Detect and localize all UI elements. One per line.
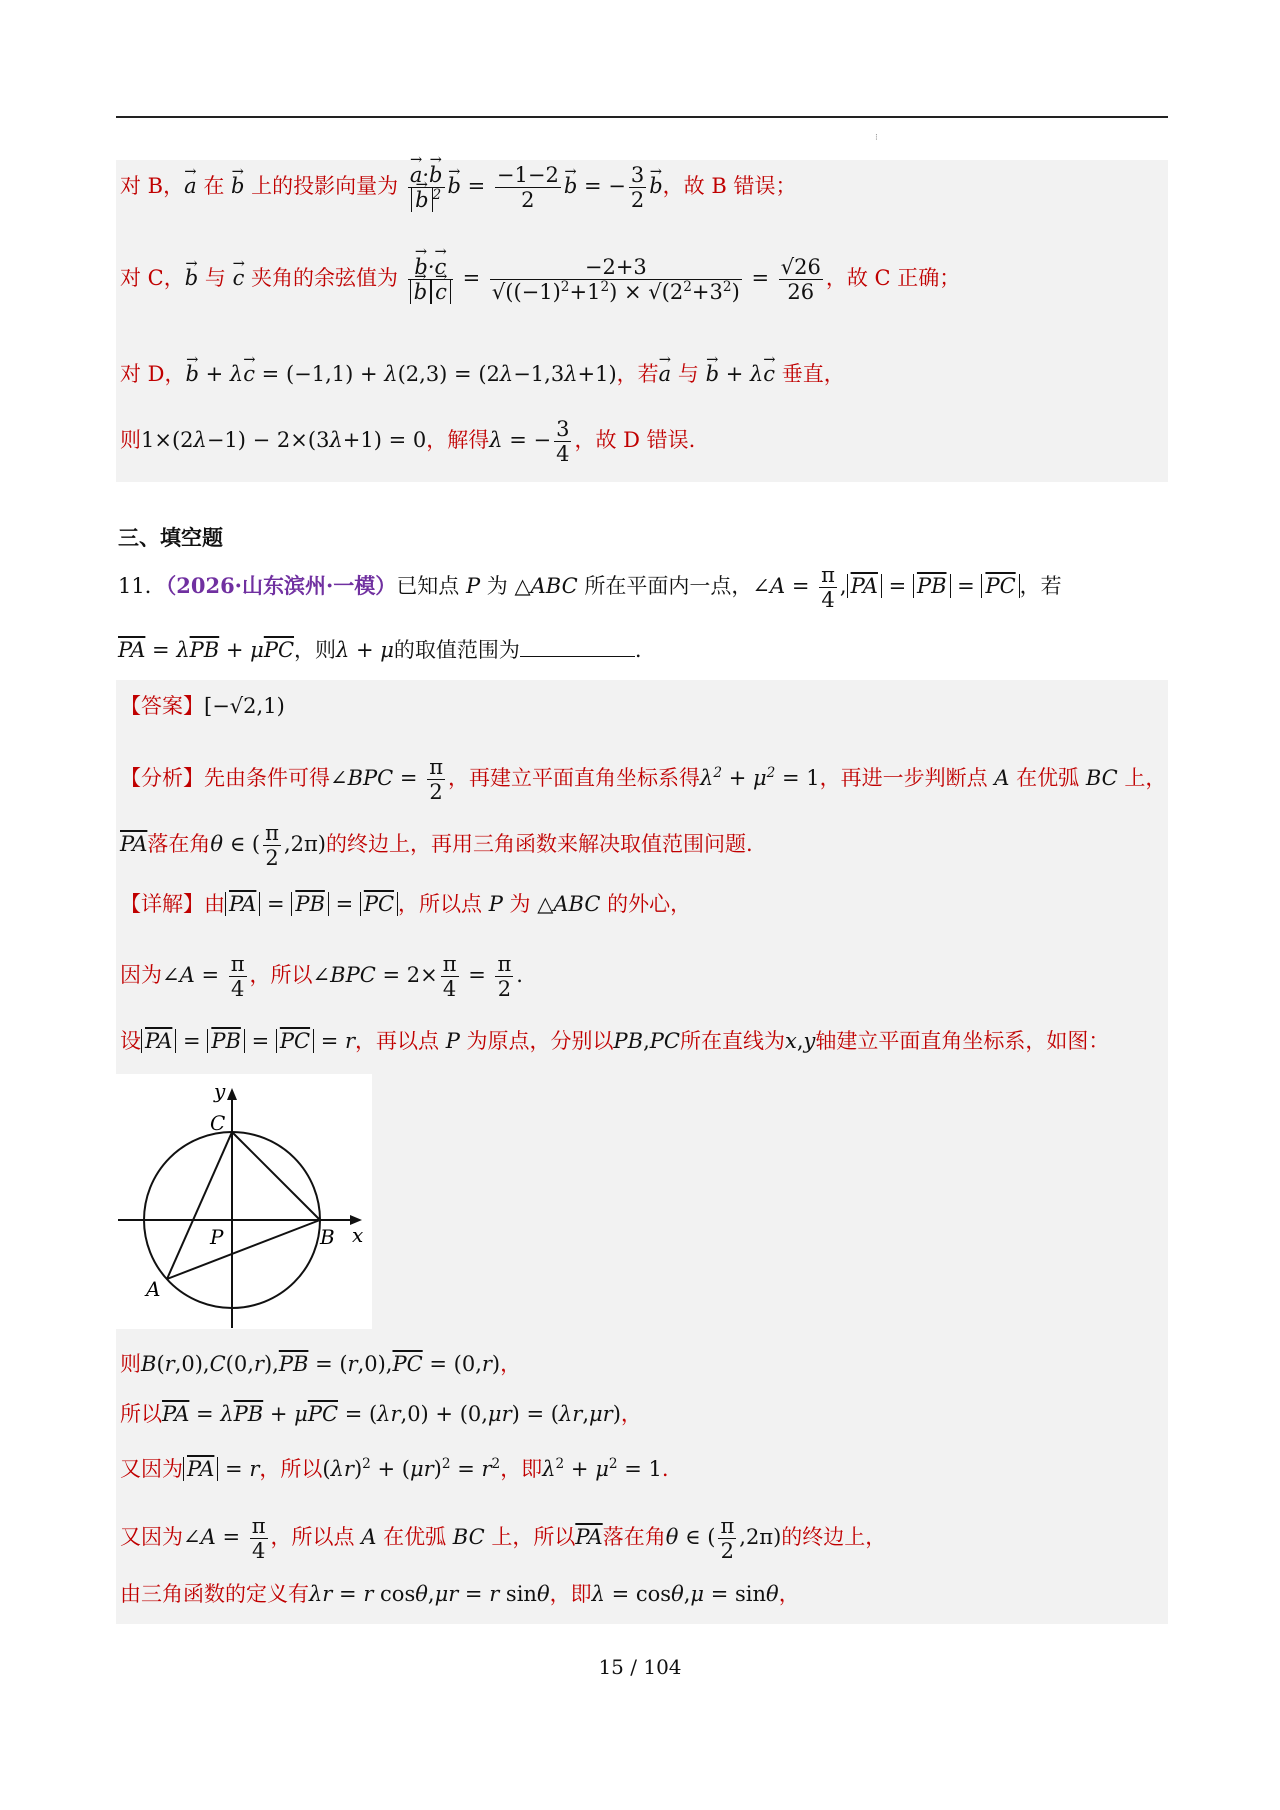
analysis-text-1: 先由条件可得 — [204, 766, 330, 791]
question-line2-tail: 的取值范围为 — [393, 638, 520, 662]
solution-line-c: 对 C，→ b 与 → c 夹角的余弦值为 → b·→ c → b → c = $\frac{-2+3}{√((-1)^2+1^2) \times √(2^2+3^2)}$ = $\frac{√26}{26}$ ，故 C 正确； — [120, 255, 960, 304]
analysis-label: 【分析】 — [120, 766, 204, 791]
trig-text-2: ，即 — [549, 1582, 592, 1606]
text-c-mid2: 夹角的余弦值为 — [244, 266, 399, 291]
answer-line: 【答案】[−√2,1) — [120, 694, 285, 718]
solution-line-d: 对 D，→ b + λ→ c = (−1,1) + λ(2,3) = (2λ−1,3λ+1)，若→ a 与 → b + λ→ c 垂直， — [120, 358, 845, 388]
arc-text-6: 的终边上， — [781, 1525, 887, 1550]
text-d-suffix: 垂直， — [775, 362, 845, 386]
label-a: A — [146, 1277, 161, 1301]
text-c-mid1: 与 — [198, 266, 233, 291]
label-c: C — [210, 1111, 226, 1135]
projection-fraction: → a·→ b → b $^2$ — [408, 163, 445, 212]
again-text-2: ，所以 — [259, 1457, 323, 1481]
detail-label: 【详解】 — [120, 892, 204, 916]
text-d-prefix: 对 D， — [120, 362, 186, 386]
text-b-mid1: 在 — [196, 174, 231, 199]
circle-diagram — [116, 1074, 372, 1329]
page-number: 15 / 104 — [598, 1655, 682, 1679]
text-e-mid: ，解得 — [426, 428, 490, 453]
detail-text-1: 由 — [204, 892, 225, 916]
set-text-4: 所在直线为 — [679, 1029, 785, 1053]
question-line2-end: . — [634, 638, 642, 662]
arc-line: 又因为∠A = $\frac{\pi}{4}$ ，所以点 A 在优弧 BC 上，所以$\overline{PA}$落在角θ ∈ ( $\frac{\pi}{2}$ ,2π)的终边上， — [120, 1514, 887, 1564]
text-b-suffix: ，故 B 错误； — [662, 174, 797, 199]
arc-text-4: 上，所以 — [491, 1525, 576, 1550]
because-text-2: ，所以 — [249, 963, 313, 988]
text-c-prefix: 对 C， — [120, 266, 185, 291]
analysis-text-4: 在优弧 — [1016, 766, 1080, 791]
solution-line-e: 则1×(2λ−1) − 2×(3λ+1) = 0，解得λ = − $\frac{3}{4}$ ，故 D 错误. — [120, 417, 696, 467]
so-text-2: ， — [620, 1402, 642, 1426]
trig-text-3: ， — [778, 1582, 800, 1606]
question-line-1: 11．（2026·山东滨州·一模）已知点 P 为 △ABC 所在平面内一点，∠A = $\frac{\pi}{4}$ , $\overline{PA} = \overline{PB} = \overline{PC}$ ，若 — [118, 563, 1062, 613]
arc-text-2: ，所以点 — [270, 1525, 355, 1550]
again-text-1: 又因为 — [120, 1457, 183, 1481]
then-text-2: ， — [500, 1352, 522, 1376]
solution-line-b: 对 B，→ a 在 → b 上的投影向量为 → a·→ b → b $^2$ → b = $\frac{-1-2}{2}$ → b = − $\frac{3}{2}$ → b，故 B 错误； — [120, 163, 796, 212]
detail-text-3: 为 — [509, 892, 531, 916]
arc-text-1: 又因为 — [120, 1525, 183, 1550]
question-line-2: $\overline{PA} = \lambda\overline{PB} + \mu\overline{PC}$，则λ + μ的取值范围为 . — [118, 638, 642, 662]
question-text4: ，若 — [1019, 574, 1062, 599]
trig-text-1: 由三角函数的定义有 — [120, 1582, 309, 1606]
so-line: 所以$\overline{PA} = \lambda\overline{PB} + \mu\overline{PC} = (\lambda r,0) + (0,\mu r) = (\lambda r,\mu r)$， — [120, 1402, 642, 1426]
question-text1: 已知点 — [396, 574, 460, 599]
again-text-3: ，即 — [500, 1457, 543, 1481]
header-rule — [116, 116, 1168, 118]
text-d-mid2: 与 — [671, 362, 706, 386]
detail-text-2: ，所以点 — [398, 892, 483, 916]
text-c-suffix: ，故 C 正确； — [825, 266, 961, 291]
because-line: 因为∠A = $\frac{\pi}{4}$ ，所以∠BPC = 2× $\frac{\pi}{4}$ = $\frac{\pi}{2}$ . — [120, 952, 523, 1002]
question-source: （2026·山东滨州·一模） — [165, 573, 397, 599]
setup-line: 设 $\overline{PA} = \overline{PB} = \overline{PC} = r$，再以点 P 为原点，分别以PB,PC所在直线为x,y轴建立平面直角坐标系，如图： — [120, 1029, 1110, 1053]
so-text-1: 所以 — [120, 1402, 162, 1426]
set-text-5: 轴建立平面直角坐标系，如图： — [815, 1029, 1110, 1053]
analysis-text-2: ，再建立平面直角坐标系得 — [448, 766, 701, 791]
trig-line: 由三角函数的定义有λr = r cosθ,μr = r sinθ，即λ = cosθ,μ = sinθ， — [120, 1582, 800, 1606]
y-axis-arrow — [227, 1088, 237, 1100]
answer-blank — [520, 636, 635, 657]
again-text-4: . — [661, 1457, 669, 1481]
analysis-text-3: ，再进一步判断点 — [819, 766, 988, 791]
detail-text-4: 的外心， — [607, 892, 692, 916]
again-line: 又因为 $\overline{PA} = r$，所以$(\lambda r)^2 + (\mu r)^2 = r^2$，即$\lambda^2 + \mu^2 = 1$. — [120, 1456, 669, 1481]
analysis-text-5: 上， — [1124, 766, 1167, 791]
label-x: x — [352, 1223, 364, 1247]
detail-line-1: 【详解】由 $\overline{PA} = \overline{PB} = \overline{PC}$ ，所以点 P 为 △ABC 的外心， — [120, 892, 692, 916]
label-b: B — [320, 1225, 335, 1249]
label-p: P — [210, 1225, 224, 1249]
analysis-line-2: $\overline{PA}$落在角θ ∈ ( $\frac{\pi}{2}$ ,2π)的终边上，再用三角函数来解决取值范围问题. — [120, 821, 753, 871]
analysis-text-6: 落在角 — [147, 832, 211, 857]
coordinate-figure — [116, 1074, 372, 1329]
question-line2-text: ，则 — [294, 638, 337, 662]
because-text-1: 因为 — [120, 963, 162, 988]
set-text-2: ，再以点 — [355, 1029, 440, 1053]
analysis-text-7: 的终边上，再用三角函数来解决取值范围问题. — [325, 832, 753, 857]
cosine-fraction-1: → b·→ c → b → c — [408, 255, 453, 304]
text-d-mid: ，若 — [616, 362, 659, 386]
arc-text-5: 落在角 — [602, 1525, 666, 1550]
arc-text-3: 在优弧 — [383, 1525, 447, 1550]
then-line: 则$B(r,0),C(0,r),\overline{PB} = (r,0),\overline{PC} = (0,r)$， — [120, 1352, 522, 1376]
text-e-prefix: 则 — [120, 428, 141, 453]
text-b-prefix: 对 B， — [120, 174, 185, 199]
text-b-mid2: 上的投影向量为 — [244, 174, 399, 199]
then-text-1: 则 — [120, 1352, 141, 1376]
question-text2: 为 — [486, 574, 508, 599]
section-title: 三、填空题 — [118, 525, 223, 550]
answer-label: 【答案】 — [120, 694, 204, 718]
set-text-3: 为原点，分别以 — [466, 1029, 614, 1053]
tiny-mark: ⁝ — [875, 133, 878, 143]
segment-cb — [232, 1132, 320, 1220]
question-text3: 所在平面内一点， — [584, 574, 753, 599]
cosine-fraction-2: $\frac{-2+3}{√((-1)^2+1^2) \times √(2^2+3^2)}$ — [491, 255, 740, 305]
text-e-suffix: ，故 D 错误. — [574, 428, 696, 453]
label-y: y — [214, 1079, 226, 1103]
analysis-line-1: 【分析】先由条件可得∠BPC = $\frac{\pi}{2}$ ，再建立平面直角坐标系得$\lambda^2 + \mu^2 = 1$，再进一步判断点 A 在优弧 BC 上， — [120, 755, 1167, 805]
question-number: 11． — [118, 574, 166, 599]
set-text-1: 设 — [120, 1029, 141, 1053]
